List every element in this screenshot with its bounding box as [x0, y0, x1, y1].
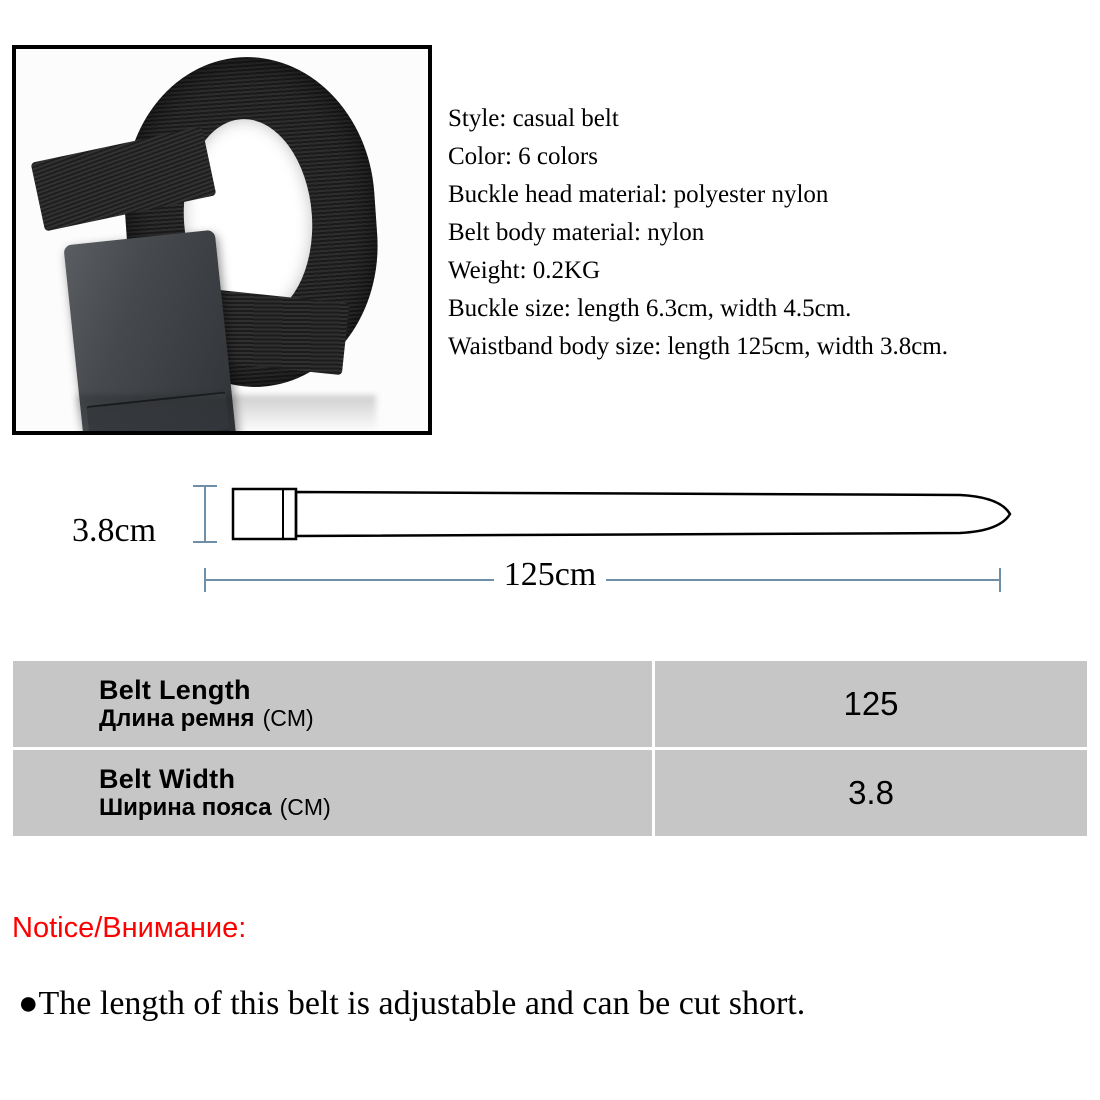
belt-photo [16, 49, 428, 431]
diagram-svg [0, 470, 1100, 620]
belt-length-unit: (CM) [262, 704, 314, 731]
table-row [13, 750, 1087, 836]
spec-buckle-size: Buckle size: length 6.3cm, width 4.5cm. [448, 295, 852, 322]
table-row [13, 661, 1087, 747]
belt-width-name-ru: Ширина пояса [99, 793, 272, 821]
diagram-strap [296, 492, 1010, 536]
notice-title: Notice/Внимание: [12, 912, 247, 944]
spec-waistband-size: Waistband body size: length 125cm, width 3.8cm. [448, 333, 948, 360]
belt-width-unit: (CM) [279, 793, 331, 820]
specification-list [448, 100, 1088, 366]
diagram-width-label: 3.8cm [72, 512, 157, 549]
dimension-diagram [0, 470, 1100, 620]
notice-body: ●The length of this belt is adjustable and can be cut short. [18, 985, 806, 1022]
belt-length-name-ru: Длина ремня [99, 704, 255, 732]
belt-length-name-en: Belt Length [99, 675, 251, 706]
spec-buckle-material: Buckle head material: polyester nylon [448, 181, 829, 208]
diagram-buckle [233, 489, 296, 539]
spec-weight: Weight: 0.2KG [448, 257, 601, 284]
table-cell-belt-length-name [13, 661, 652, 747]
table-cell-belt-length-value: 125 [655, 661, 1087, 747]
spec-body-material: Belt body material: nylon [448, 219, 705, 246]
photo-shadow [76, 395, 376, 431]
spec-style: Style: casual belt [448, 105, 619, 132]
product-photo-frame [12, 45, 432, 435]
size-table [10, 658, 1090, 839]
spec-color: Color: 6 colors [448, 143, 598, 170]
table-cell-belt-width-name [13, 750, 652, 836]
width-dimension [193, 486, 217, 542]
diagram-length-value: 125cm [494, 556, 607, 593]
table-cell-belt-width-value: 3.8 [655, 750, 1087, 836]
diagram-length-label [0, 556, 1100, 594]
belt-width-name-en: Belt Width [99, 764, 236, 795]
